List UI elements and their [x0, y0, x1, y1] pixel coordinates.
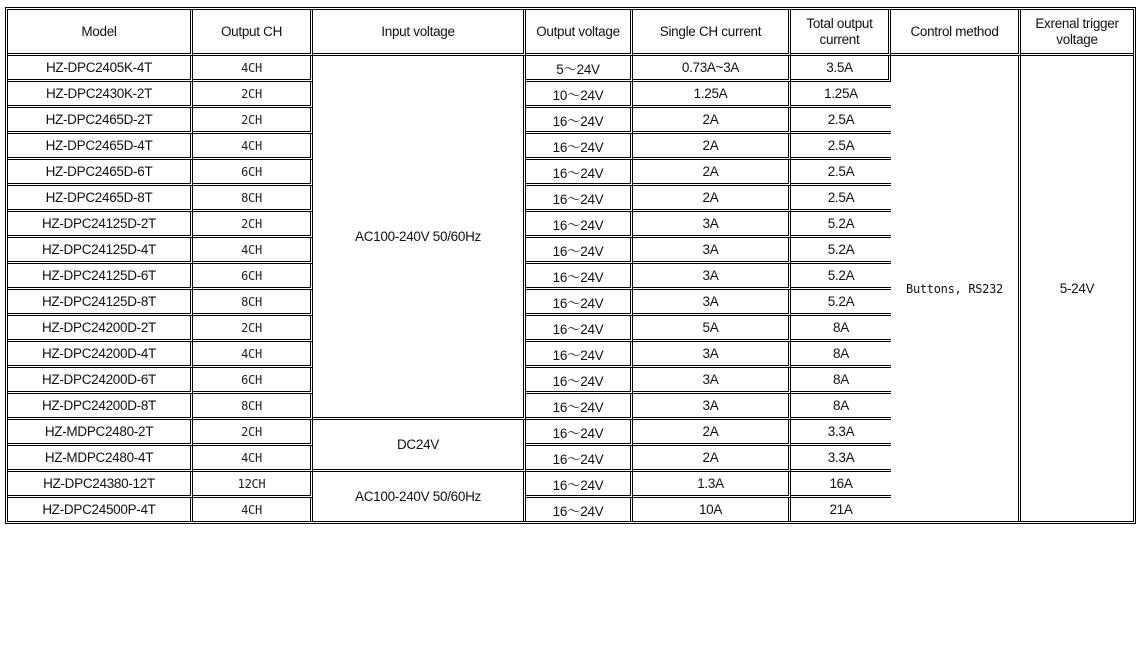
product-spec-table [5, 7, 1136, 524]
total-output-current-cell: 8A [791, 368, 891, 394]
output-voltage-cell: 16～24V [526, 108, 633, 134]
output-voltage-cell: 16～24V [526, 368, 633, 394]
total-output-current-cell: 5.2A [791, 264, 891, 290]
header-input-voltage: Input voltage [313, 10, 526, 56]
output-voltage-cell: 16～24V [526, 446, 633, 472]
total-output-current-cell: 2.5A [791, 108, 891, 134]
total-output-current-cell: 21A [829, 502, 853, 517]
header-row [8, 10, 1133, 56]
table-body [8, 56, 1133, 521]
model-cell: HZ-DPC24125D-6T [8, 264, 193, 290]
output-voltage-cell: 10～24V [526, 82, 633, 108]
single-ch-current-cell: 3A [633, 264, 791, 290]
output-ch-cell: 4CH [193, 498, 313, 521]
output-voltage-cell: 16～24V [526, 498, 633, 521]
total-output-current-cell: 3.3A [791, 446, 891, 472]
total-output-current-cell: 1.25A [791, 82, 891, 108]
total-output-current-cell: 8A [791, 316, 891, 342]
output-ch-cell: 2CH [193, 108, 313, 134]
output-voltage-cell: 16～24V [526, 134, 633, 160]
output-voltage-cell: 16～24V [526, 212, 633, 238]
output-ch-cell: 8CH [193, 186, 313, 212]
output-voltage-cell: 16～24V [526, 264, 633, 290]
model-cell: HZ-DPC24200D-8T [8, 394, 193, 420]
total-output-current-cell: 2.5A [791, 160, 891, 186]
model-cell: HZ-MDPC2480-2T [8, 420, 193, 446]
output-ch-cell: 4CH [193, 446, 313, 472]
single-ch-current-cell: 2A [633, 186, 791, 212]
output-ch-cell: 2CH [193, 316, 313, 342]
output-voltage-cell: 16～24V [526, 316, 633, 342]
total-output-current-cell: 5.2A [791, 238, 891, 264]
output-ch-cell: 4CH [193, 56, 313, 82]
total-output-current-cell: 5.2A [791, 290, 891, 316]
single-ch-current-cell: 0.73A~3A [633, 56, 791, 82]
output-ch-cell: 6CH [193, 160, 313, 186]
model-cell: HZ-DPC24200D-4T [8, 342, 193, 368]
single-ch-current-cell: 3A [633, 368, 791, 394]
output-voltage-cell: 16～24V [526, 394, 633, 420]
output-voltage-cell: 16～24V [526, 238, 633, 264]
model-cell: HZ-DPC2405K-4T [8, 56, 193, 82]
output-voltage-cell: 16～24V [526, 160, 633, 186]
input-voltage-cell: AC100-240V 50/60Hz [313, 56, 526, 420]
single-ch-current-cell: 5A [633, 316, 791, 342]
spec-table-container [5, 7, 1136, 524]
model-cell: HZ-MDPC2480-4T [8, 446, 193, 472]
single-ch-current-cell: 2A [633, 446, 791, 472]
single-ch-current-cell: 10A [633, 498, 791, 521]
output-voltage-cell: 16～24V [526, 472, 633, 498]
single-ch-current-cell: 3A [633, 342, 791, 368]
header-single-ch-current: Single CH current [633, 10, 791, 56]
output-ch-cell: 12CH [193, 472, 313, 498]
table-row [8, 56, 1133, 82]
model-cell: HZ-DPC2465D-6T [8, 160, 193, 186]
model-cell: HZ-DPC24500P-4T [8, 498, 193, 521]
total-output-current-cell: 8A [791, 342, 891, 368]
single-ch-current-cell: 2A [633, 134, 791, 160]
single-ch-current-cell: 1.3A [633, 472, 791, 498]
model-cell: HZ-DPC2465D-4T [8, 134, 193, 160]
header-model: Model [8, 10, 193, 56]
header-external-trigger-voltage: Exrenal trigger voltage [1021, 10, 1133, 56]
output-voltage-cell: 5～24V [526, 56, 633, 82]
output-ch-cell: 8CH [193, 394, 313, 420]
total-output-current-cell: 5.2A [791, 212, 891, 238]
single-ch-current-cell: 3A [633, 238, 791, 264]
output-voltage-cell: 16～24V [526, 186, 633, 212]
output-ch-cell: 2CH [193, 212, 313, 238]
single-ch-current-cell: 2A [633, 108, 791, 134]
output-voltage-cell: 16～24V [526, 420, 633, 446]
model-cell: HZ-DPC2465D-8T [8, 186, 193, 212]
input-voltage-cell: AC100-240V 50/60Hz [313, 472, 526, 521]
model-cell: HZ-DPC24200D-6T [8, 368, 193, 394]
model-cell: HZ-DPC2430K-2T [8, 82, 193, 108]
total-output-current-cell: 2.5A [791, 186, 891, 212]
output-ch-cell: 4CH [193, 134, 313, 160]
output-voltage-cell: 16～24V [526, 290, 633, 316]
output-ch-cell: 6CH [193, 368, 313, 394]
model-cell: HZ-DPC2465D-2T [8, 108, 193, 134]
model-cell: HZ-DPC24125D-4T [8, 238, 193, 264]
header-output-ch: Output CH [193, 10, 313, 56]
total-output-current-cell: 3.3A [791, 420, 891, 446]
external-trigger-voltage-cell: 5-24V [1059, 281, 1095, 296]
model-cell: HZ-DPC24125D-8T [8, 290, 193, 316]
output-ch-cell: 8CH [193, 290, 313, 316]
header-total-output-current: Total output current [791, 10, 891, 56]
single-ch-current-cell: 3A [633, 290, 791, 316]
model-cell: HZ-DPC24380-12T [8, 472, 193, 498]
total-output-current-cell: 2.5A [791, 134, 891, 160]
model-cell: HZ-DPC24125D-2T [8, 212, 193, 238]
control-method-cell: Buttons, RS232 [891, 56, 1021, 521]
output-ch-cell: 2CH [193, 82, 313, 108]
input-voltage-cell: DC24V [313, 420, 526, 472]
output-voltage-cell: 16～24V [526, 342, 633, 368]
header-output-voltage: Output voltage [526, 10, 633, 56]
single-ch-current-cell: 3A [633, 212, 791, 238]
total-output-current-cell: 16A [791, 472, 891, 498]
output-ch-cell: 6CH [193, 264, 313, 290]
single-ch-current-cell: 2A [633, 420, 791, 446]
single-ch-current-cell: 3A [633, 394, 791, 420]
output-ch-cell: 4CH [193, 238, 313, 264]
model-cell: HZ-DPC24200D-2T [8, 316, 193, 342]
output-ch-cell: 2CH [193, 420, 313, 446]
header-control-method: Control method [891, 10, 1021, 56]
output-ch-cell: 4CH [193, 342, 313, 368]
total-output-current-cell: 3.5A [791, 56, 891, 82]
single-ch-current-cell: 1.25A [633, 82, 791, 108]
single-ch-current-cell: 2A [633, 160, 791, 186]
total-output-current-cell: 8A [791, 394, 891, 420]
